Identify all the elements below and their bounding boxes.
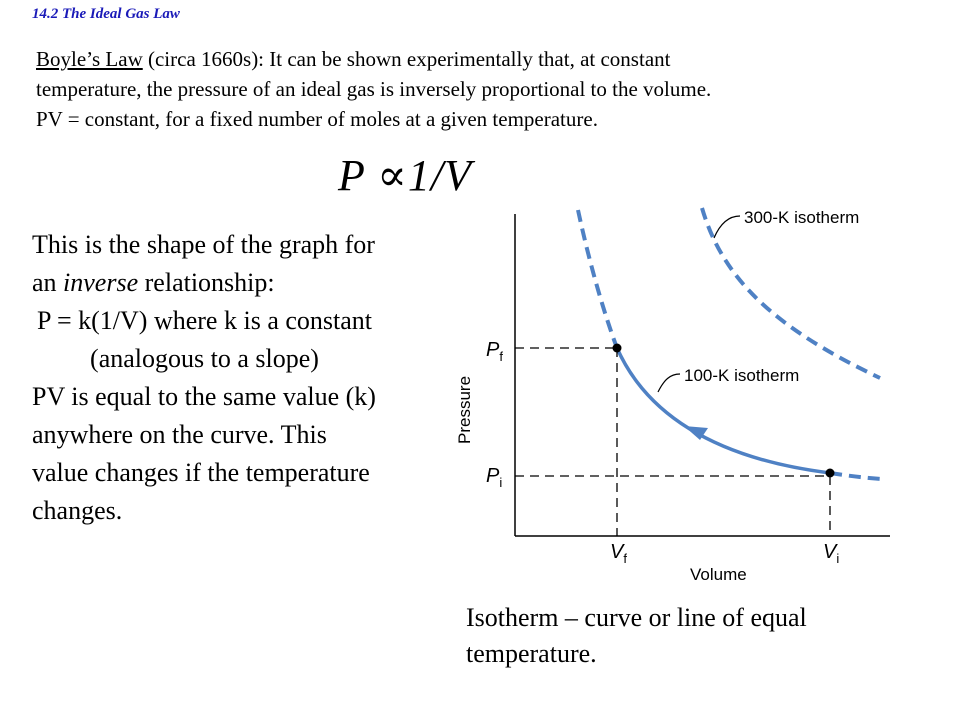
vf-letter: V — [610, 541, 624, 563]
proportionality-formula — [338, 150, 472, 201]
formula-inverse-v: 1/V — [407, 151, 472, 200]
final-state-point — [613, 344, 622, 353]
explanation-intro-text: This is the shape of the graph for an — [32, 230, 375, 297]
equation-explanation: P = k(1/V) where k is a constant (analogous to a slope) — [36, 306, 373, 373]
pf-subscript: f — [499, 349, 503, 364]
explanation-intro-end: relationship: — [138, 268, 275, 297]
intro-line-1 — [36, 44, 936, 74]
explanation-intro — [32, 226, 377, 302]
vi-subscript: i — [836, 551, 840, 566]
isotherm-100k-leader — [658, 374, 680, 392]
formula-p: P — [338, 151, 366, 200]
pi-letter: P — [486, 465, 500, 487]
isotherm-100k-lower-dash — [830, 473, 882, 479]
isotherm-300k-curve — [702, 208, 880, 378]
pf-letter: P — [486, 339, 500, 361]
inverse-emphasis: inverse — [63, 268, 139, 297]
y-axis-label: Pressure — [455, 375, 474, 444]
initial-state-point — [826, 469, 835, 478]
isotherm-300k-label: 300-K isotherm — [744, 208, 860, 227]
pi-subscript: i — [499, 475, 503, 490]
pf-tick-label — [486, 339, 503, 364]
vf-tick-label — [610, 541, 627, 566]
isotherm-100k-upper-dash — [578, 210, 617, 348]
isotherm-100k-label: 100-K isotherm — [684, 366, 800, 385]
explanation-text — [32, 226, 377, 530]
isotherm-definition: Isotherm – curve or line of equal temperature. — [466, 603, 807, 668]
boyles-law-term: Boyle’s Law — [36, 47, 143, 71]
intro-line-3: PV = constant, for a fixed number of moles at a given temperature. — [36, 107, 598, 131]
intro-line-1-rest: (circa 1660s): It can be shown experimentally that, at constant — [142, 47, 671, 71]
x-axis-label: Volume — [690, 565, 747, 584]
vi-tick-label — [823, 541, 839, 566]
vi-letter: V — [823, 541, 837, 563]
intro-paragraph — [36, 44, 936, 134]
pi-tick-label — [486, 465, 502, 490]
pv-explanation: PV is equal to the same value (k) anywhere on the curve. This value changes if the temperature changes. — [32, 382, 376, 525]
proportional-symbol: ∝ — [377, 151, 408, 200]
isotherm-300k-leader — [714, 216, 740, 238]
intro-line-2: temperature, the pressure of an ideal gas is inversely proportional to the volume. — [36, 77, 712, 101]
section-heading: 14.2 The Ideal Gas Law — [32, 6, 180, 22]
isotherm-graph — [430, 196, 900, 588]
vf-subscript: f — [623, 551, 627, 566]
